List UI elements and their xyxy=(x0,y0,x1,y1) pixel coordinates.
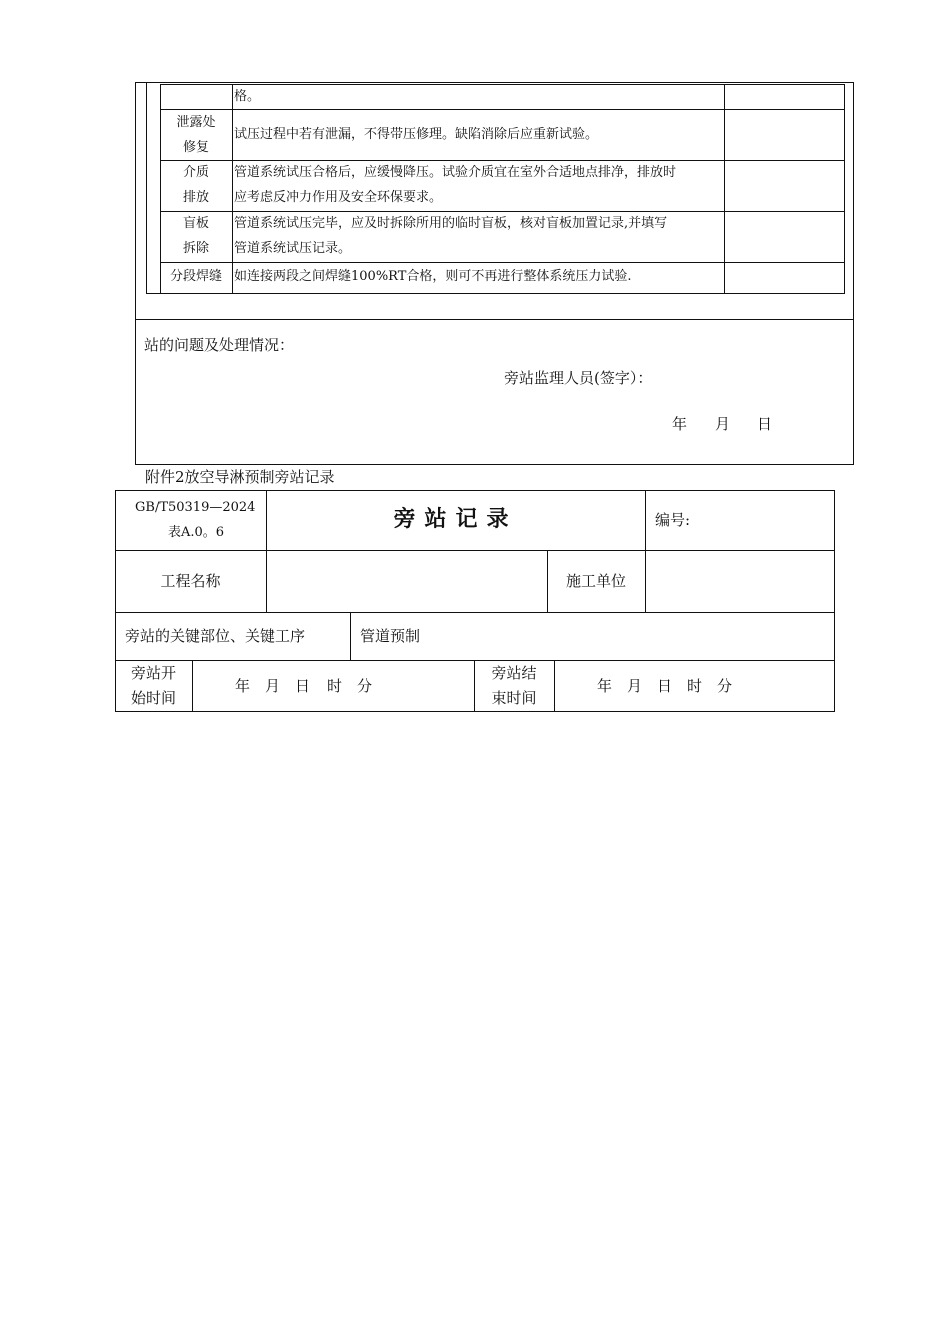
end-year: 年 xyxy=(597,677,613,695)
end-time-label: 束时间 xyxy=(491,689,537,707)
attachment-caption: 附件2放空导淋预制旁站记录 xyxy=(145,468,335,486)
start-month: 月 xyxy=(265,677,281,695)
end-minute: 分 xyxy=(717,677,733,695)
date-day: 日 xyxy=(757,415,773,433)
end-day: 日 xyxy=(657,677,673,695)
start-time-label: 旁站开 xyxy=(130,664,176,682)
start-year: 年 xyxy=(235,677,251,695)
number-label: 编号: xyxy=(655,511,691,529)
table-cell-content: 管道系统试压记录。 xyxy=(234,241,352,256)
problem-label: 站的问题及处理情况： xyxy=(144,336,295,354)
signer-label: 旁站监理人员(签字）： xyxy=(504,369,653,387)
contractor-label: 施工单位 xyxy=(565,572,626,590)
project-name-label: 工程名称 xyxy=(160,572,221,590)
start-time-label: 始时间 xyxy=(130,689,176,707)
table-cell-item: 排放 xyxy=(182,190,209,205)
form-title: 旁站记录 xyxy=(393,506,518,532)
table-cell-content: 应考虑反冲力作用及安全环保要求。 xyxy=(234,190,443,205)
key-part-label: 旁站的关键部位、关键工序 xyxy=(125,627,306,645)
table-cell-item: 拆除 xyxy=(182,241,209,256)
standard-code: GB/T50319—2024 xyxy=(135,500,256,515)
end-month: 月 xyxy=(627,677,643,695)
start-day: 日 xyxy=(295,677,311,695)
table-cell-item: 修复 xyxy=(182,140,209,155)
table-cell-content: 试压过程中若有泄漏，不得带压修理。缺陷消除后应重新试验。 xyxy=(234,127,599,142)
table-cell-content: 管道系统试压完毕，应及时拆除所用的临时盲板，核对盲板加置记录,并填写 xyxy=(234,216,668,231)
table-cell-content: 格。 xyxy=(234,89,261,104)
table-cell-item: 泄露处 xyxy=(176,115,216,130)
date-month: 月 xyxy=(715,415,731,433)
end-hour: 时 xyxy=(687,677,703,695)
table-cell-content: 管道系统试压合格后，应缓慢降压。试验介质宜在室外合适地点排净，排放时 xyxy=(234,165,677,180)
date-year: 年 xyxy=(672,415,688,433)
table-number: 表A.0。6 xyxy=(168,525,225,540)
start-hour: 时 xyxy=(327,677,343,695)
table-cell-item: 盲板 xyxy=(182,216,209,231)
table-cell-item: 分段焊缝 xyxy=(169,269,222,284)
start-minute: 分 xyxy=(357,677,373,695)
key-part-value: 管道预制 xyxy=(360,627,421,645)
table-cell-content: 如连接两段之间焊缝100%RT合格，则可不再进行整体系统压力试验. xyxy=(234,269,632,284)
end-time-label: 旁站结 xyxy=(491,664,537,682)
table-cell-item: 介质 xyxy=(182,165,209,180)
